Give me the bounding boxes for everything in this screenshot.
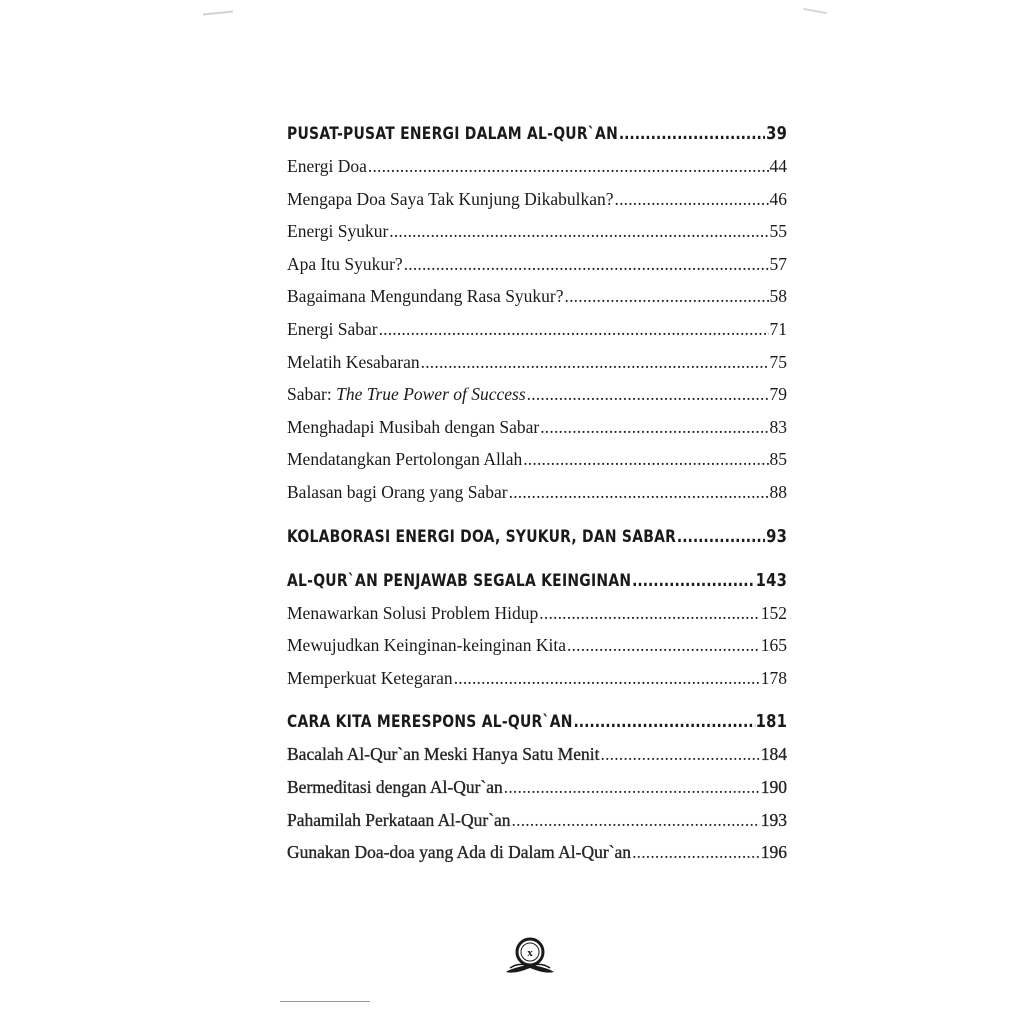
entry-title: Menawarkan Solusi Problem Hidup: [287, 602, 539, 623]
section-gap: [287, 509, 787, 521]
toc-entry[interactable]: [287, 378, 787, 411]
dot-leader: [454, 662, 760, 695]
toc-chapter-responses[interactable]: [287, 706, 787, 738]
entry-page-number: 55: [769, 221, 787, 242]
toc-entry[interactable]: [287, 215, 787, 248]
scan-mark: [280, 1001, 370, 1002]
toc-entry[interactable]: [287, 411, 787, 444]
toc-entry[interactable]: [287, 313, 787, 346]
folio-page-number: x: [527, 947, 533, 959]
entry-page-number: 58: [769, 286, 787, 307]
dot-leader: [504, 771, 760, 804]
dot-leader: [632, 565, 755, 597]
dot-leader: [619, 118, 766, 150]
entry-title: Pahamilah Perkataan Al-Qur`an: [287, 809, 511, 830]
entry-title: Energi Syukur: [287, 221, 389, 242]
section-gap: [287, 694, 787, 706]
entry-page-number: 165: [760, 635, 787, 656]
entry-page-number: 85: [769, 449, 787, 470]
entry-title: Balasan bagi Orang yang Sabar: [287, 481, 508, 502]
page-folio: [500, 934, 560, 978]
entry-page-number: 178: [760, 667, 787, 688]
entry-title: Melatih Kesabaran: [287, 351, 420, 372]
entry-page-number: 44: [769, 156, 787, 176]
entry-page-number: 193: [760, 809, 787, 830]
toc-entry[interactable]: [287, 804, 787, 837]
chapter-title: AL-QUR`AN PENJAWAB SEGALA KEINGINAN: [287, 570, 632, 591]
chapter-title: KOLABORASI ENERGI DOA, SYUKUR, DAN SABAR: [287, 526, 677, 547]
entry-page-number: 196: [760, 842, 787, 863]
toc-entry[interactable]: [287, 346, 787, 379]
dot-leader: [567, 629, 760, 662]
dot-leader: [509, 476, 769, 509]
entry-title: Bagaimana Mengundang Rasa Syukur?: [287, 286, 564, 307]
entry-page-number: 88: [769, 481, 787, 502]
toc-entry[interactable]: [287, 280, 787, 313]
chapter-title: CARA KITA MERESPONS AL-QUR`AN: [287, 712, 573, 733]
toc-entry[interactable]: [287, 183, 787, 216]
dot-leader: [574, 706, 755, 738]
toc-chapter-energy-centers[interactable]: [287, 118, 787, 150]
entry-title: Mewujudkan Keinginan-keinginan Kita: [287, 635, 566, 656]
entry-title-prefix: Sabar:: [287, 384, 337, 405]
entry-title: Memperkuat Ketegaran: [287, 667, 453, 688]
table-of-contents: [287, 118, 787, 869]
entry-page-number: 152: [760, 602, 787, 623]
entry-title: Energi Doa: [287, 156, 367, 176]
folio-ornament-icon: [500, 934, 560, 978]
entry-page-number: 83: [769, 416, 787, 437]
toc-entry[interactable]: [287, 771, 787, 804]
dot-leader: [539, 597, 759, 630]
chapter-page-number: 143: [755, 569, 788, 591]
entry-title: Energi Sabar: [287, 318, 378, 339]
toc-entry[interactable]: [287, 662, 787, 695]
chapter-page-number: 39: [766, 123, 788, 144]
entry-page-number: 71: [769, 318, 787, 339]
entry-title-italic: The True Power of Success: [336, 384, 526, 405]
scan-mark: [803, 8, 827, 14]
entry-page-number: 57: [769, 253, 787, 274]
toc-entry[interactable]: [287, 836, 787, 869]
toc-group-responses: [287, 706, 787, 868]
section-gap: [287, 553, 787, 565]
entry-title: Bacalah Al-Qur`an Meski Hanya Satu Menit: [287, 744, 600, 765]
dot-leader: [540, 411, 768, 444]
entry-title: Gunakan Doa-doa yang Ada di Dalam Al-Qur`an: [287, 842, 632, 863]
entry-page-number: 190: [760, 776, 787, 797]
scan-mark: [203, 10, 233, 15]
dot-leader: [677, 521, 765, 553]
dot-leader: [404, 248, 769, 281]
entry-page-number: 79: [769, 384, 787, 405]
toc-chapter-collaboration[interactable]: [287, 521, 787, 553]
toc-entry[interactable]: [287, 248, 787, 281]
toc-entry[interactable]: [287, 150, 787, 183]
chapter-page-number: 93: [766, 525, 788, 547]
dot-leader: [421, 346, 769, 379]
toc-entry[interactable]: [287, 443, 787, 476]
dot-leader: [615, 183, 769, 216]
entry-title: Menghadapi Musibah dengan Sabar: [287, 416, 540, 437]
entry-title: [287, 378, 526, 411]
dot-leader: [389, 215, 768, 248]
toc-entry[interactable]: [287, 629, 787, 662]
dot-leader: [523, 443, 768, 476]
entry-page-number: 75: [769, 351, 787, 372]
toc-entry[interactable]: [287, 738, 787, 771]
entry-title: Apa Itu Syukur?: [287, 253, 403, 274]
chapter-page-number: 181: [755, 711, 788, 733]
dot-leader: [565, 280, 769, 313]
dot-leader: [632, 836, 760, 869]
entry-title: Mendatangkan Pertolongan Allah: [287, 449, 523, 470]
dot-leader: [368, 150, 769, 183]
entry-title: Bermeditasi dengan Al-Qur`an: [287, 776, 503, 797]
entry-title: Mengapa Doa Saya Tak Kunjung Dikabulkan?: [287, 188, 614, 209]
chapter-title: PUSAT-PUSAT ENERGI DALAM AL-QUR`AN: [287, 124, 619, 144]
toc-entry[interactable]: [287, 476, 787, 509]
dot-leader: [601, 738, 760, 771]
toc-chapter-answers[interactable]: [287, 565, 787, 597]
dot-leader: [379, 313, 769, 346]
entry-page-number: 46: [769, 188, 787, 209]
dot-leader: [527, 378, 769, 411]
toc-entry[interactable]: [287, 597, 787, 630]
entry-page-number: 184: [760, 744, 787, 765]
dot-leader: [512, 804, 760, 837]
